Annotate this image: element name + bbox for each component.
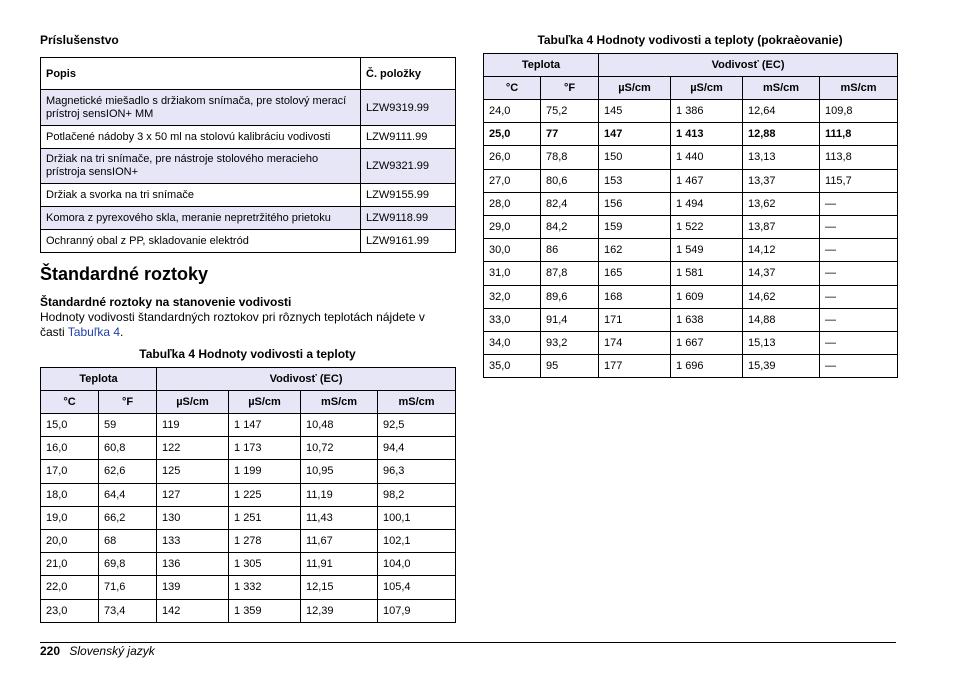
table-cell: 23,0: [41, 599, 99, 622]
accessory-number: LZW9321.99: [361, 149, 456, 184]
table-cell: 95: [541, 355, 599, 378]
table-cell: 162: [599, 239, 671, 262]
table-cell: 20,0: [41, 529, 99, 552]
table-cell: 14,12: [743, 239, 820, 262]
table-cell: 1 305: [229, 553, 301, 576]
table-cell: 27,0: [484, 169, 541, 192]
temperature-group-header: Teplota: [41, 368, 157, 391]
table4-link[interactable]: Tabuľka 4: [67, 325, 120, 339]
table-cell: 12,39: [301, 599, 378, 622]
table-cell: 32,0: [484, 285, 541, 308]
table-cell: 1 581: [671, 262, 743, 285]
table-cell: 15,0: [41, 414, 99, 437]
table-cell: 77: [541, 123, 599, 146]
accessory-description: Držiak a svorka na tri snímače: [41, 184, 361, 207]
table-cell: 139: [157, 576, 229, 599]
table-cell: 31,0: [484, 262, 541, 285]
table-cell: 78,8: [541, 146, 599, 169]
unit-header: µS/cm: [157, 391, 229, 414]
group-header-row: [41, 368, 456, 391]
table4-left: [40, 367, 456, 623]
table-cell: 68: [99, 529, 157, 552]
table-cell: 13,37: [743, 169, 820, 192]
unit-header: °C: [41, 391, 99, 414]
table-cell: 1 278: [229, 529, 301, 552]
unit-header: °F: [99, 391, 157, 414]
table-cell: 11,91: [301, 553, 378, 576]
table-cell: 159: [599, 215, 671, 238]
table-cell: 59: [99, 414, 157, 437]
table-cell: 147: [599, 123, 671, 146]
table-cell: 91,4: [541, 308, 599, 331]
col-num-header: Č. položky: [361, 58, 456, 90]
table-cell: 24,0: [484, 100, 541, 123]
table-cell: 1 667: [671, 331, 743, 354]
table-cell: —: [820, 355, 898, 378]
table-row: [41, 529, 456, 552]
table-cell: 10,72: [301, 437, 378, 460]
table-row: [484, 331, 898, 354]
table-cell: 34,0: [484, 331, 541, 354]
table-cell: 1 522: [671, 215, 743, 238]
table-cell: 10,48: [301, 414, 378, 437]
table-cell: 145: [599, 100, 671, 123]
table-cell: 165: [599, 262, 671, 285]
table-cell: 21,0: [41, 553, 99, 576]
table-cell: 75,2: [541, 100, 599, 123]
table-cell: 80,6: [541, 169, 599, 192]
table-cell: 1 147: [229, 414, 301, 437]
table-cell: 130: [157, 506, 229, 529]
table-row: [41, 414, 456, 437]
table-cell: 73,4: [99, 599, 157, 622]
table-cell: 177: [599, 355, 671, 378]
table-row: [484, 146, 898, 169]
table-cell: 98,2: [378, 483, 456, 506]
table-cell: 122: [157, 437, 229, 460]
table-cell: 1 173: [229, 437, 301, 460]
table-row: [41, 506, 456, 529]
table-cell: 15,39: [743, 355, 820, 378]
table-row: [484, 100, 898, 123]
accessories-heading: Príslušenstvo: [40, 33, 119, 47]
table-cell: 100,1: [378, 506, 456, 529]
table-row: [41, 437, 456, 460]
table-cell: —: [820, 308, 898, 331]
table-row: [484, 285, 898, 308]
table-cell: 136: [157, 553, 229, 576]
table-cell: 19,0: [41, 506, 99, 529]
unit-header: µS/cm: [671, 77, 743, 100]
table-row: [41, 184, 456, 207]
table-cell: 15,13: [743, 331, 820, 354]
table-cell: 12,64: [743, 100, 820, 123]
table-cell: 102,1: [378, 529, 456, 552]
accessory-description: Magnetické miešadlo s držiakom snímača, pre stolový merací prístroj sensION+ MM: [41, 90, 361, 126]
table-cell: 22,0: [41, 576, 99, 599]
table-cell: 93,2: [541, 331, 599, 354]
table-cell: 1 332: [229, 576, 301, 599]
table-cell: 1 413: [671, 123, 743, 146]
table-cell: 1 549: [671, 239, 743, 262]
table-row: [484, 169, 898, 192]
footer-language: Slovenský jazyk: [69, 644, 155, 658]
table-row: [484, 239, 898, 262]
accessory-number: LZW9118.99: [361, 207, 456, 230]
table-row: [41, 230, 456, 253]
table-row: [41, 90, 456, 126]
accessory-number: LZW9161.99: [361, 230, 456, 253]
unit-header: µS/cm: [599, 77, 671, 100]
table-cell: 1 467: [671, 169, 743, 192]
table-cell: 109,8: [820, 100, 898, 123]
table-cell: 1 494: [671, 192, 743, 215]
table-cell: 28,0: [484, 192, 541, 215]
table-cell: —: [820, 215, 898, 238]
table-cell: 1 359: [229, 599, 301, 622]
table-cell: 105,4: [378, 576, 456, 599]
table-cell: —: [820, 192, 898, 215]
table-cell: 17,0: [41, 460, 99, 483]
table-cell: 14,62: [743, 285, 820, 308]
table-cell: 13,87: [743, 215, 820, 238]
table-cell: 1 638: [671, 308, 743, 331]
table-cell: 104,0: [378, 553, 456, 576]
table-row: [484, 262, 898, 285]
unit-header: °F: [541, 77, 599, 100]
table-cell: 18,0: [41, 483, 99, 506]
table-cell: 89,6: [541, 285, 599, 308]
table-cell: 13,62: [743, 192, 820, 215]
table-cell: 113,8: [820, 146, 898, 169]
section-title: Štandardné roztoky: [40, 264, 209, 284]
unit-header: mS/cm: [820, 77, 898, 100]
accessory-number: LZW9155.99: [361, 184, 456, 207]
table-cell: 11,43: [301, 506, 378, 529]
table-cell: 13,13: [743, 146, 820, 169]
table-cell: 11,67: [301, 529, 378, 552]
table-row: [484, 308, 898, 331]
table-cell: 1 609: [671, 285, 743, 308]
table-cell: 150: [599, 146, 671, 169]
unit-header: °C: [484, 77, 541, 100]
table-cell: 1 440: [671, 146, 743, 169]
table-row: [41, 599, 456, 622]
table-cell: —: [820, 262, 898, 285]
table-cell: 69,8: [99, 553, 157, 576]
table-cell: 133: [157, 529, 229, 552]
table-cell: 127: [157, 483, 229, 506]
table-cell: 96,3: [378, 460, 456, 483]
footer: [40, 644, 155, 658]
table-cell: 87,8: [541, 262, 599, 285]
table-row: [41, 149, 456, 184]
table-cell: 29,0: [484, 215, 541, 238]
footer-rule: [40, 642, 896, 643]
table-cell: 25,0: [484, 123, 541, 146]
accessory-description: Držiak na tri snímače, pre nástroje stolového meracieho prístroja sensION+: [41, 149, 361, 184]
table-cell: 156: [599, 192, 671, 215]
table-row: [484, 192, 898, 215]
table-cell: 84,2: [541, 215, 599, 238]
table-cell: 1 225: [229, 483, 301, 506]
accessories-table: [40, 57, 456, 253]
table-cell: 1 386: [671, 100, 743, 123]
temperature-group-header: Teplota: [484, 54, 599, 77]
table-cell: 64,4: [99, 483, 157, 506]
table-cell: 115,7: [820, 169, 898, 192]
accessory-description: Potlačené nádoby 3 x 50 ml na stolovú kalibráciu vodivosti: [41, 126, 361, 149]
table-cell: 35,0: [484, 355, 541, 378]
table-row: [41, 460, 456, 483]
unit-header: mS/cm: [743, 77, 820, 100]
table-cell: 86: [541, 239, 599, 262]
table-cell: 11,19: [301, 483, 378, 506]
table-cell: 30,0: [484, 239, 541, 262]
body-line1: Hodnoty vodivosti štandardných roztokov pri rôznych teplotách nájdete v: [40, 310, 425, 324]
table-cell: 66,2: [99, 506, 157, 529]
table-cell: 62,6: [99, 460, 157, 483]
table-row: [41, 207, 456, 230]
table4-caption-cont: Tabuľka 4 Hodnoty vodivosti a teploty (pokraèovanie): [537, 33, 843, 47]
table-cell: 111,8: [820, 123, 898, 146]
table-row: [484, 355, 898, 378]
table4-caption: Tabuľka 4 Hodnoty vodivosti a teploty: [139, 347, 356, 361]
table-cell: 171: [599, 308, 671, 331]
table-row: [484, 215, 898, 238]
table-cell: 60,8: [99, 437, 157, 460]
table-cell: 12,15: [301, 576, 378, 599]
table-cell: 33,0: [484, 308, 541, 331]
table-cell: —: [820, 285, 898, 308]
accessory-description: Komora z pyrexového skla, meranie nepretržitého prietoku: [41, 207, 361, 230]
table-row: [41, 126, 456, 149]
table-cell: 125: [157, 460, 229, 483]
table-cell: 71,6: [99, 576, 157, 599]
table-cell: 142: [157, 599, 229, 622]
conductivity-group-header: Vodivosť (EC): [599, 54, 898, 77]
table-cell: 16,0: [41, 437, 99, 460]
body-suffix: .: [120, 325, 124, 339]
section-subtitle: Štandardné roztoky na stanovenie vodivosti: [40, 295, 292, 309]
table-cell: 1 251: [229, 506, 301, 529]
table4-right: [483, 53, 898, 378]
table-cell: 14,37: [743, 262, 820, 285]
unit-header: mS/cm: [301, 391, 378, 414]
table-cell: 26,0: [484, 146, 541, 169]
unit-header: mS/cm: [378, 391, 456, 414]
table-cell: 119: [157, 414, 229, 437]
accessory-description: Ochranný obal z PP, skladovanie elektród: [41, 230, 361, 253]
table-cell: —: [820, 331, 898, 354]
accessory-number: LZW9319.99: [361, 90, 456, 126]
unit-header: µS/cm: [229, 391, 301, 414]
unit-header-row: [41, 391, 456, 414]
table-cell: 107,9: [378, 599, 456, 622]
page-number: 220: [40, 644, 61, 658]
accessory-number: LZW9111.99: [361, 126, 456, 149]
table-row: [41, 576, 456, 599]
table-cell: —: [820, 239, 898, 262]
table-cell: 1 696: [671, 355, 743, 378]
table-cell: 168: [599, 285, 671, 308]
table-cell: 1 199: [229, 460, 301, 483]
body-prefix: časti: [40, 325, 68, 339]
table-cell: 94,4: [378, 437, 456, 460]
unit-header-row: [484, 77, 898, 100]
table-cell: 14,88: [743, 308, 820, 331]
table-row: [484, 123, 898, 146]
table-row: [41, 483, 456, 506]
col-desc-header: Popis: [41, 58, 361, 90]
table-cell: 92,5: [378, 414, 456, 437]
table-cell: 82,4: [541, 192, 599, 215]
conductivity-group-header: Vodivosť (EC): [157, 368, 456, 391]
table-row: [41, 553, 456, 576]
table-cell: 174: [599, 331, 671, 354]
table-cell: 153: [599, 169, 671, 192]
table-cell: 12,88: [743, 123, 820, 146]
table-cell: 10,95: [301, 460, 378, 483]
group-header-row: [484, 54, 898, 77]
section-body: [40, 310, 460, 340]
